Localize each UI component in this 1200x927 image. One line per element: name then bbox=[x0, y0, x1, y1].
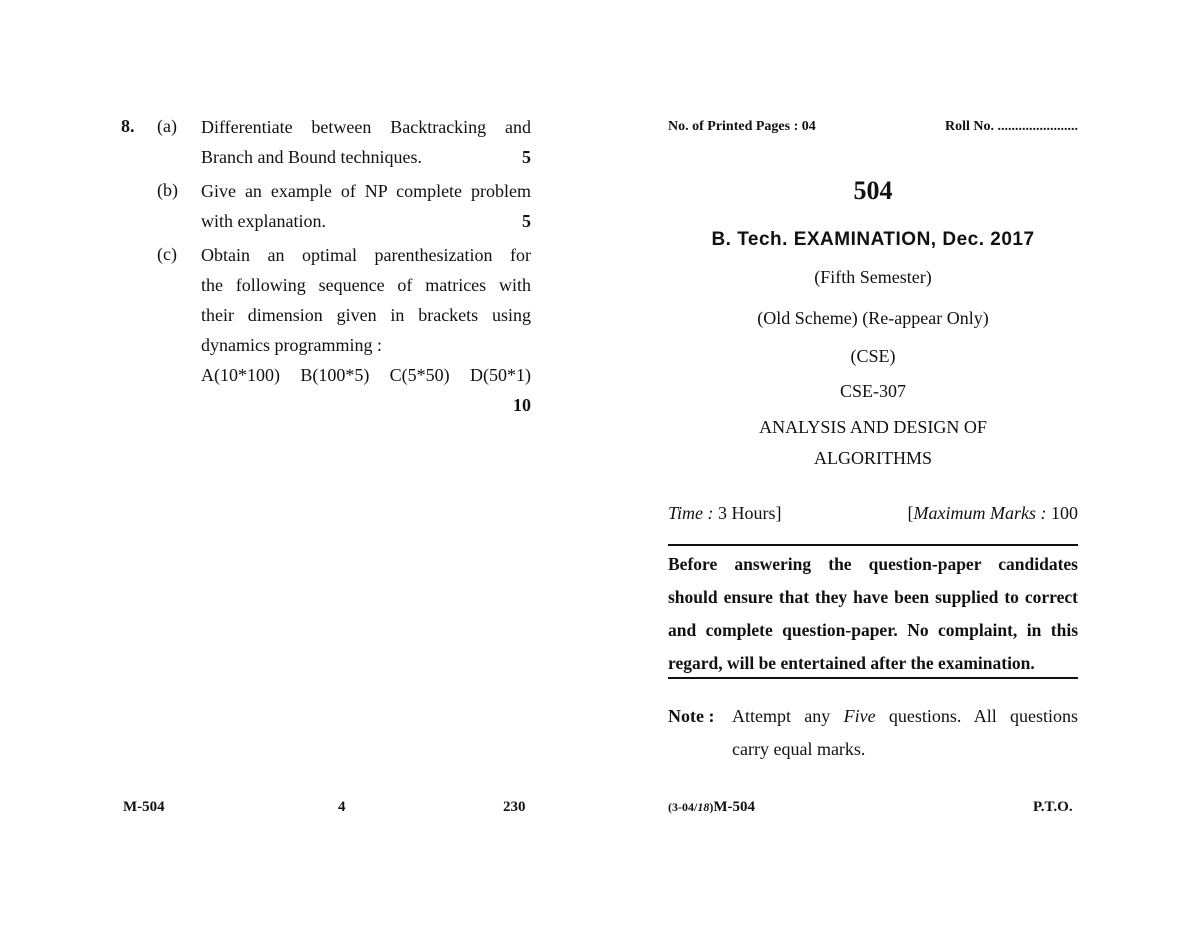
part-b-line-1: Give an example of NP complete problem bbox=[201, 181, 531, 201]
right-footer-pto: P.T.O. bbox=[1033, 799, 1073, 815]
time-bracket: ] bbox=[775, 503, 782, 523]
note-post: questions. All questions bbox=[875, 706, 1078, 726]
instruction-line-3: and complete question-paper. No complaint, in this bbox=[668, 620, 1078, 640]
note-text bbox=[732, 700, 1078, 733]
right-footer-prefix-close: ) bbox=[709, 800, 714, 814]
left-footer-code: M-504 bbox=[123, 799, 165, 815]
instruction-line-4: regard, will be entertained after the examination. bbox=[668, 653, 1035, 673]
instruction-line-2: should ensure that they have been supplied to correct bbox=[668, 587, 1078, 607]
subject-line-1: ANALYSIS AND DESIGN OF bbox=[759, 417, 987, 437]
part-c-line-2: the following sequence of matrices with bbox=[201, 275, 531, 295]
right-footer-prefix-italic: 18 bbox=[697, 800, 710, 814]
note-pre: Attempt any bbox=[732, 706, 844, 726]
time-marks-row bbox=[668, 503, 1078, 524]
exam-title: B. Tech. EXAMINATION, Dec. 2017 bbox=[711, 229, 1035, 250]
time-info bbox=[668, 503, 782, 524]
part-b-last-row bbox=[201, 206, 531, 236]
paper-code: 504 bbox=[853, 176, 893, 205]
note-block bbox=[668, 700, 1078, 766]
semester: (Fifth Semester) bbox=[814, 267, 932, 287]
part-a-last-row bbox=[201, 142, 531, 172]
instructions-block bbox=[668, 548, 1078, 680]
subject-line-2: ALGORITHMS bbox=[813, 448, 932, 468]
left-footer-count: 230 bbox=[503, 799, 526, 815]
bottom-divider bbox=[668, 677, 1078, 679]
part-c-marks: 10 bbox=[513, 395, 531, 415]
note-line-2: carry equal marks. bbox=[732, 739, 866, 759]
right-footer-code bbox=[668, 799, 755, 816]
right-footer-prefix: (3-04/ bbox=[668, 800, 698, 814]
part-c-line-5: A(10*100) B(100*5) C(5*50) D(50*1) bbox=[201, 365, 531, 385]
part-c-line-4: dynamics programming : bbox=[201, 335, 382, 355]
paper-header bbox=[668, 119, 1078, 135]
part-c-text bbox=[201, 240, 531, 420]
part-b-line-2: with explanation. bbox=[201, 211, 326, 231]
note-row bbox=[668, 700, 1078, 733]
part-c-line-3: their dimension given in brackets using bbox=[201, 305, 531, 325]
time-label: Time : bbox=[668, 503, 719, 523]
left-footer-page: 4 bbox=[338, 799, 346, 815]
part-a-line-2: Branch and Bound techniques. bbox=[201, 147, 422, 167]
part-a-label: (a) bbox=[157, 116, 177, 136]
note-label: Note : bbox=[668, 706, 715, 726]
max-marks-info bbox=[908, 503, 1078, 524]
roll-no: Roll No. ....................... bbox=[945, 119, 1078, 134]
part-b-marks: 5 bbox=[522, 211, 531, 231]
time-value: 3 Hours bbox=[718, 503, 776, 523]
course-code: CSE-307 bbox=[839, 381, 906, 401]
part-b-label: (b) bbox=[157, 180, 178, 200]
part-b-text bbox=[201, 176, 531, 236]
instruction-line-1: Before answering the question-paper candidates bbox=[668, 554, 1078, 574]
right-footer-paper-code: M-504 bbox=[713, 799, 755, 815]
max-marks-label: Maximum Marks : bbox=[913, 503, 1051, 523]
max-marks-value: 100 bbox=[1051, 503, 1078, 523]
part-a-text bbox=[201, 112, 531, 172]
part-a-line-1: Differentiate between Backtracking and bbox=[201, 117, 531, 137]
note-italic: Five bbox=[843, 706, 876, 726]
max-bracket: [ bbox=[907, 503, 914, 523]
top-divider bbox=[668, 544, 1078, 546]
part-c-label: (c) bbox=[157, 244, 177, 264]
part-c-line-1: Obtain an optimal parenthesization for bbox=[201, 245, 531, 265]
question-number: 8. bbox=[121, 116, 135, 136]
branch: (CSE) bbox=[850, 346, 896, 366]
part-a-marks: 5 bbox=[522, 147, 531, 167]
printed-pages: No. of Printed Pages : 04 bbox=[668, 119, 816, 134]
scheme: (Old Scheme) (Re-appear Only) bbox=[757, 308, 989, 328]
